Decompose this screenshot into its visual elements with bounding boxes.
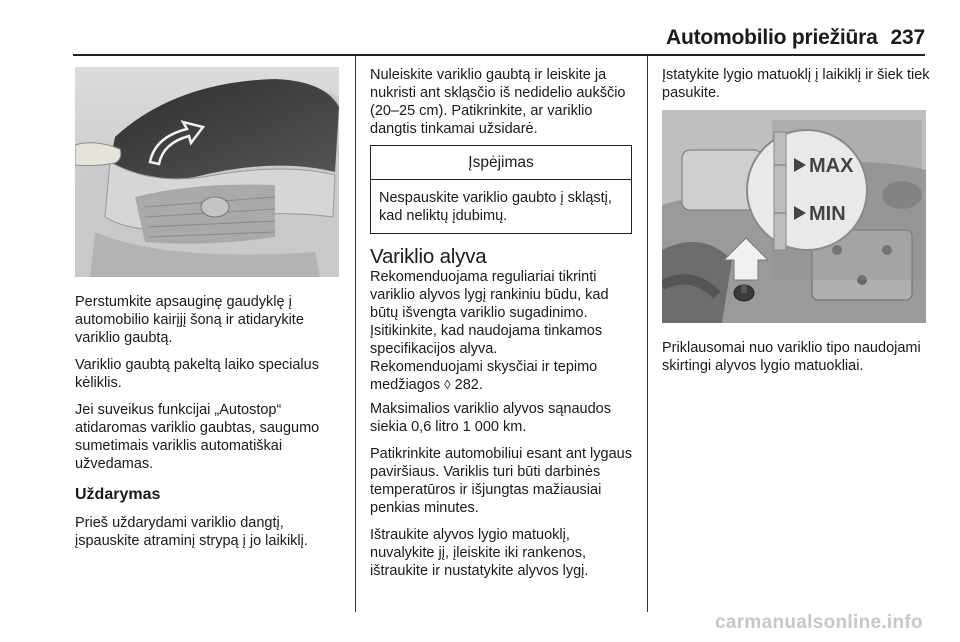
warning-box bbox=[370, 145, 632, 234]
oil-paragraph-2: Maksimalios variklio alyvos sąnaudos siekia 0,6 litro 1 000 km. bbox=[370, 401, 611, 435]
dipstick-intro: Įstatykite lygio matuoklį į laikiklį ir šiek tiek pasukite. bbox=[662, 67, 930, 101]
column-2 bbox=[370, 66, 636, 589]
oil-paragraph-4: Ištraukite alyvos lygio matuoklį, nuvalykite jį, įleiskite iki rankenos, ištraukite ir nustatykite alyvos lygį. bbox=[370, 527, 589, 579]
column-3-note bbox=[662, 339, 924, 384]
warning-title: Įspėjimas bbox=[371, 146, 631, 180]
column-divider-1 bbox=[355, 56, 356, 612]
warning-text: Nespauskite variklio gaubto į skląstį, kad neliktų įdubimų. bbox=[379, 190, 612, 224]
column-divider-2 bbox=[647, 56, 648, 612]
header-rule bbox=[73, 54, 925, 56]
oil-paragraph-3: Patikrinkite automobiliui esant ant lygaus paviršiaus. Variklis turi būti darbinės temperatūros ir išjungtas mažiausiai penkias minutes. bbox=[370, 446, 632, 516]
fluids-reference[interactable]: Rekomenduojami skysčiai ir tepimo medžiagos bbox=[370, 359, 598, 393]
paragraph-3: Jei suveikus funkcijai „Autostop“ atidaromas variklio gaubtas, saugumo sumetimais variklis automatiškai užvedamas. bbox=[75, 402, 320, 472]
page-title: Automobilio priežiūra bbox=[666, 26, 878, 49]
page-ref-icon: ◊ bbox=[444, 377, 451, 392]
oil-spec-line: Įsitikinkite, kad naudojama tinkamos specifikacijos alyva. bbox=[370, 323, 603, 357]
oil-paragraph-1 bbox=[370, 268, 636, 394]
column-1 bbox=[75, 293, 347, 559]
column-3 bbox=[662, 66, 930, 111]
dipstick-min-label: MIN bbox=[809, 203, 846, 225]
dipstick-max-label: MAX bbox=[809, 155, 854, 177]
page-header bbox=[655, 26, 925, 54]
oil-check-line: Rekomenduojama reguliariai tikrinti variklio alyvos lygį rankiniu būdu, kad būtų išvengta variklio sugadinimo. bbox=[370, 269, 609, 321]
watermark: carmanualsonline.info bbox=[715, 612, 923, 633]
engine-dipstick-photo bbox=[662, 110, 926, 323]
closing-text: Prieš uždarydami variklio dangtį, įspauskite atraminį strypą į jo laikiklį. bbox=[75, 515, 308, 549]
closing-heading: Uždarymas bbox=[75, 486, 161, 503]
page-number: 237 bbox=[890, 26, 925, 49]
dipstick-note: Priklausomai nuo variklio tipo naudojami skirtingi alyvos lygio matuokliai. bbox=[662, 340, 921, 374]
fluids-reference-page[interactable]: 282. bbox=[454, 377, 483, 393]
hood-close-intro: Nuleiskite variklio gaubtą ir leiskite ja nukristi ant skląsčio iš nedidelio aukščio (20–25 cm). Patikrinkite, ar variklio dangtis tinkamai užsidarė. bbox=[370, 67, 626, 137]
paragraph-2: Variklio gaubtą pakeltą laiko specialus kėliklis. bbox=[75, 357, 319, 391]
paragraph-1: Perstumkite apsauginę gaudyklę į automobilio kairįjį šoną ir atidarykite variklio gaubtą. bbox=[75, 294, 304, 346]
section-title: Variklio alyva bbox=[370, 245, 487, 268]
hood-photo bbox=[75, 67, 339, 277]
